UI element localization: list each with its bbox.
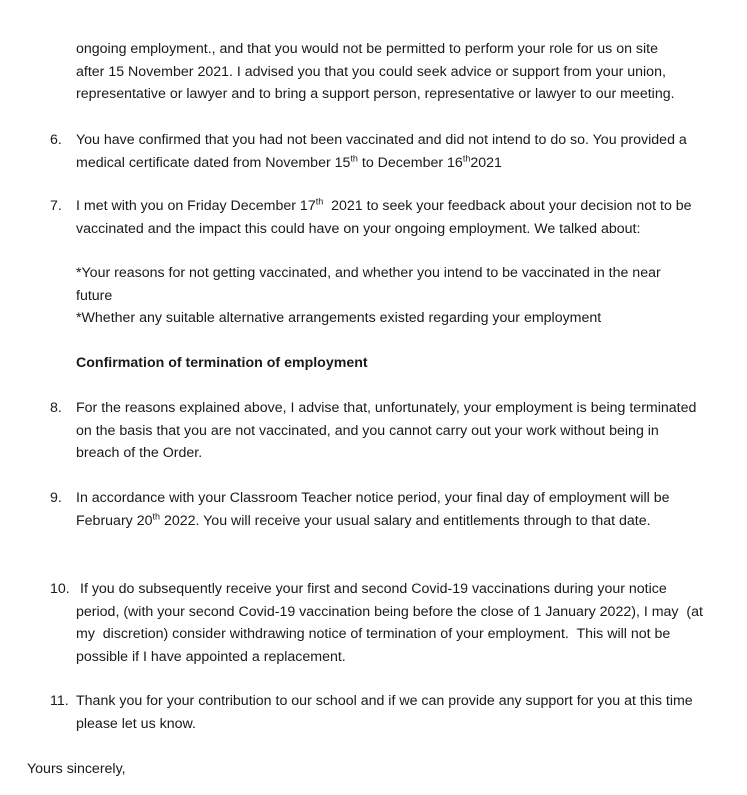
text-segment: I met with you on Friday December 17: [76, 198, 316, 214]
item-number: 6.: [50, 132, 62, 148]
item-7-bullets: [76, 262, 726, 330]
bullet-line: *Whether any suitable alternative arrangements existed regarding your employment: [76, 310, 602, 326]
text-segment: to December 16: [357, 154, 463, 171]
bullet-line: future: [76, 287, 113, 304]
item-line: You have confirmed that you had not been vaccinated and did not intend to do so. You provided a: [76, 132, 687, 148]
item-number: 8.: [50, 400, 62, 416]
ordinal-suffix: th: [152, 510, 161, 521]
item-10-paragraph: [80, 578, 730, 601]
text-segment: February 20: [76, 512, 153, 529]
item-line: vaccinated and the impact this could have on your ongoing employment. We talked about:: [76, 220, 641, 237]
intro-line: representative or lawyer and to bring a support person, representative or lawyer to our meeting.: [76, 86, 675, 102]
item-line: Thank you for your contribution to our school and if we can provide any support for you at this time: [76, 693, 693, 709]
closing-salutation: Yours sincerely,: [27, 761, 126, 777]
item-line: possible if I have appointed a replacement.: [76, 648, 346, 665]
item-line: on the basis that you are not vaccinated, and you cannot carry out your work without being in: [76, 422, 659, 439]
item-line: my discretion) consider withdrawing notice of termination of your employment. This will not be: [76, 626, 671, 642]
item-line: please let us know.: [76, 715, 196, 732]
item-line: In accordance with your Classroom Teacher notice period, your final day of employment will be: [76, 490, 670, 506]
item-line: If you do subsequently receive your first and second Covid-19 vaccinations during your notice: [80, 581, 667, 597]
item-7-paragraph: [76, 195, 726, 240]
item-number: 10.: [50, 581, 70, 597]
item-number: 11.: [50, 693, 69, 709]
ordinal-suffix: th: [315, 196, 324, 207]
text-segment: 2021: [470, 154, 502, 171]
item-number: 9.: [50, 490, 62, 506]
intro-line: after 15 November 2021. I advised you that you could seek advice or support from your union,: [76, 63, 666, 80]
intro-paragraph: [76, 38, 726, 106]
item-line: breach of the Order.: [76, 445, 203, 461]
item-line: period, (with your second Covid-19 vaccination being before the close of 1 January 2022), I may (at: [76, 603, 703, 620]
item-10-paragraph-cont: [76, 601, 726, 669]
ordinal-suffix: th: [350, 152, 358, 163]
item-number: 7.: [50, 198, 62, 214]
item-9-paragraph: [76, 487, 726, 532]
text-segment: 2022. You will receive your usual salary and entitlements through to that date.: [160, 512, 651, 529]
item-11-paragraph: [76, 690, 726, 735]
item-line: [76, 195, 726, 218]
item-8-paragraph: [76, 397, 726, 465]
bullet-line: *Your reasons for not getting vaccinated, and whether you intend to be vaccinated in the near: [76, 265, 661, 281]
intro-line: ongoing employment., and that you would not be permitted to perform your role for us on site: [76, 41, 659, 57]
item-line: [76, 152, 726, 175]
item-line: [76, 510, 726, 533]
item-6-paragraph: [76, 129, 726, 174]
ordinal-suffix: th: [462, 152, 471, 163]
text-segment: 2021 to seek your feedback about your decision not to be: [323, 198, 692, 214]
text-segment: medical certificate dated from November 15: [76, 154, 351, 171]
section-heading: Confirmation of termination of employment: [76, 355, 368, 371]
item-line: For the reasons explained above, I advise that, unfortunately, your employment is being terminated: [76, 400, 697, 416]
